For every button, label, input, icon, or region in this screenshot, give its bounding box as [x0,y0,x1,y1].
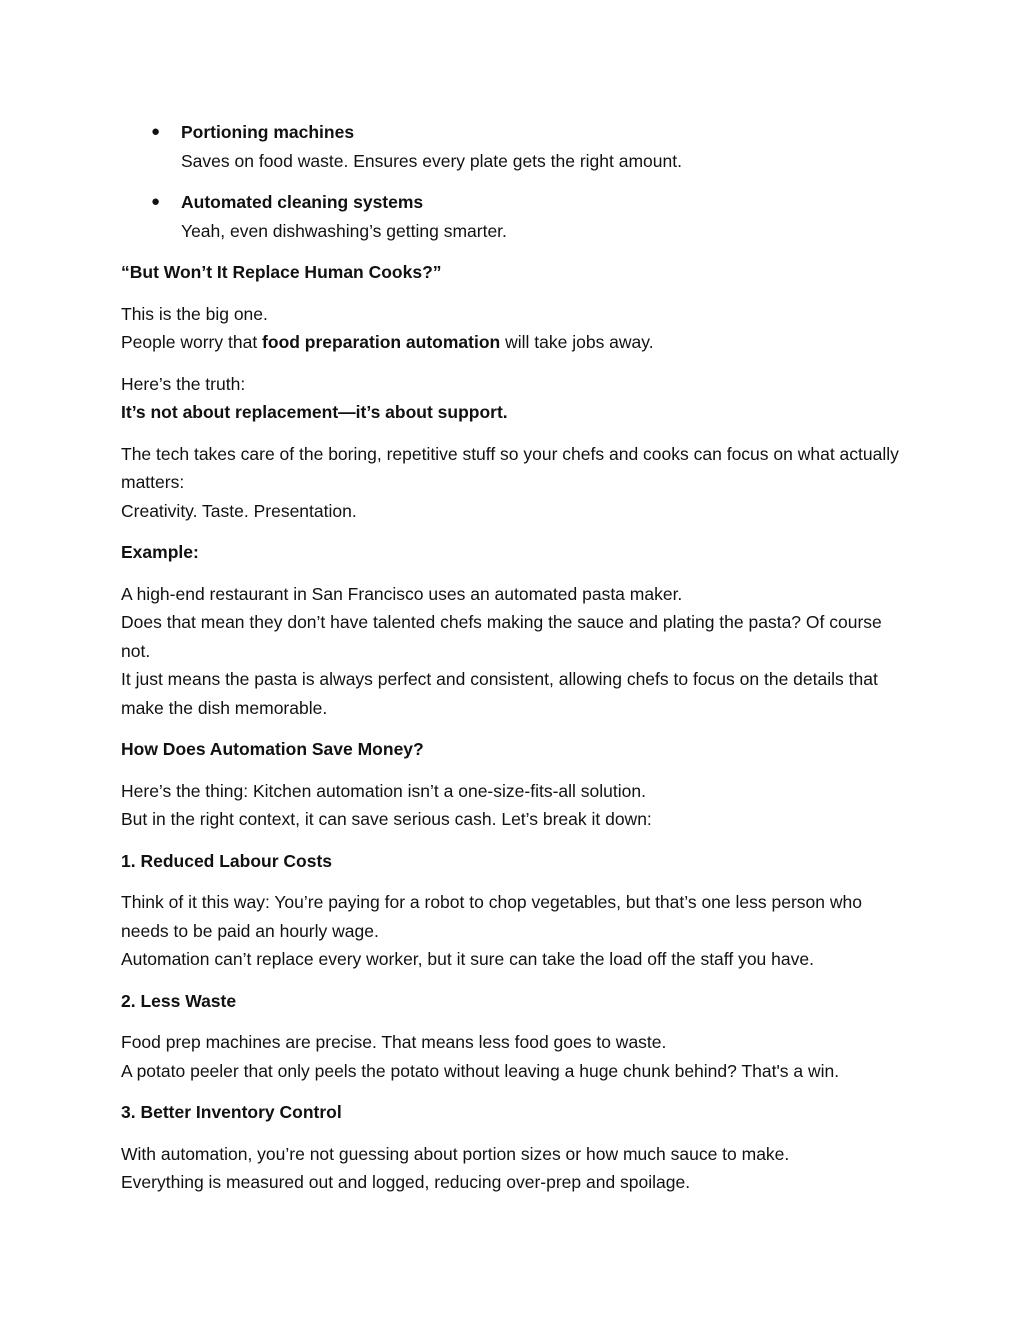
text-line: Automation can’t replace every worker, but it sure can take the load off the staff you have. [121,949,814,969]
feature-list [121,118,911,245]
paragraph [121,888,911,974]
text-line: The tech takes care of the boring, repetitive stuff so your chefs and cooks can focus on what actually matters: [121,443,899,492]
text-line: Does that mean they don’t have talented chefs making the sauce and plating the pasta? Of course not. [121,612,882,661]
text-line: It just means the pasta is always perfect and consistent, allowing chefs to focus on the details that make the dish memorable. [121,669,878,718]
list-item-title: Portioning machines [181,122,355,142]
paragraph [121,1028,911,1085]
text-span: will take jobs away. [500,332,654,352]
text-line: Everything is measured out and logged, reducing over-prep and spoilage. [121,1172,691,1192]
text-line: Here’s the thing: Kitchen automation isn’t a one-size-fits-all solution. [121,780,646,801]
paragraph [121,370,911,427]
document-page [121,118,911,1210]
list-item-title: Automated cleaning systems [181,192,424,212]
emphasis-line: It’s not about replacement—it’s about support. [121,402,508,422]
text-span: People worry that [121,332,263,352]
text-line: Creativity. Taste. Presentation. [121,500,357,521]
section-heading: 2. Less Waste [121,990,237,1011]
list-item [121,188,911,245]
section-heading: Example: [121,542,199,562]
emphasis-text: food preparation automation [262,332,501,352]
text-line: Food prep machines are precise. That means less food goes to waste. [121,1032,667,1052]
paragraph [121,580,911,723]
list-item-description: Yeah, even dishwashing’s getting smarter. [181,220,507,241]
text-line: Think of it this way: You’re paying for a robot to chop vegetables, but that’s one less person who needs to be paid an hourly wage. [121,892,862,941]
paragraph [121,440,911,526]
text-line: This is the big one. [121,303,268,324]
text-line: A high-end restaurant in San Francisco uses an automated pasta maker. [121,583,683,604]
paragraph [121,777,911,834]
text-line: A potato peeler that only peels the potato without leaving a huge chunk behind? That's a win. [121,1060,840,1081]
section-heading: How Does Automation Save Money? [121,739,424,759]
section-heading: 3. Better Inventory Control [121,1102,342,1122]
text-line: With automation, you’re not guessing about portion sizes or how much sauce to make. [121,1143,790,1164]
section-heading: 1. Reduced Labour Costs [121,850,333,871]
paragraph [121,300,911,357]
list-item [121,118,911,175]
list-item-description: Saves on food waste. Ensures every plate gets the right amount. [181,150,682,171]
text-line: Here’s the truth: [121,373,246,394]
section-heading: “But Won’t It Replace Human Cooks?” [121,262,442,282]
text-line: But in the right context, it can save serious cash. Let’s break it down: [121,809,652,829]
bullet-icon: ● [151,193,161,210]
paragraph [121,1140,911,1197]
bullet-icon: ● [151,123,161,140]
text-line [121,328,911,357]
